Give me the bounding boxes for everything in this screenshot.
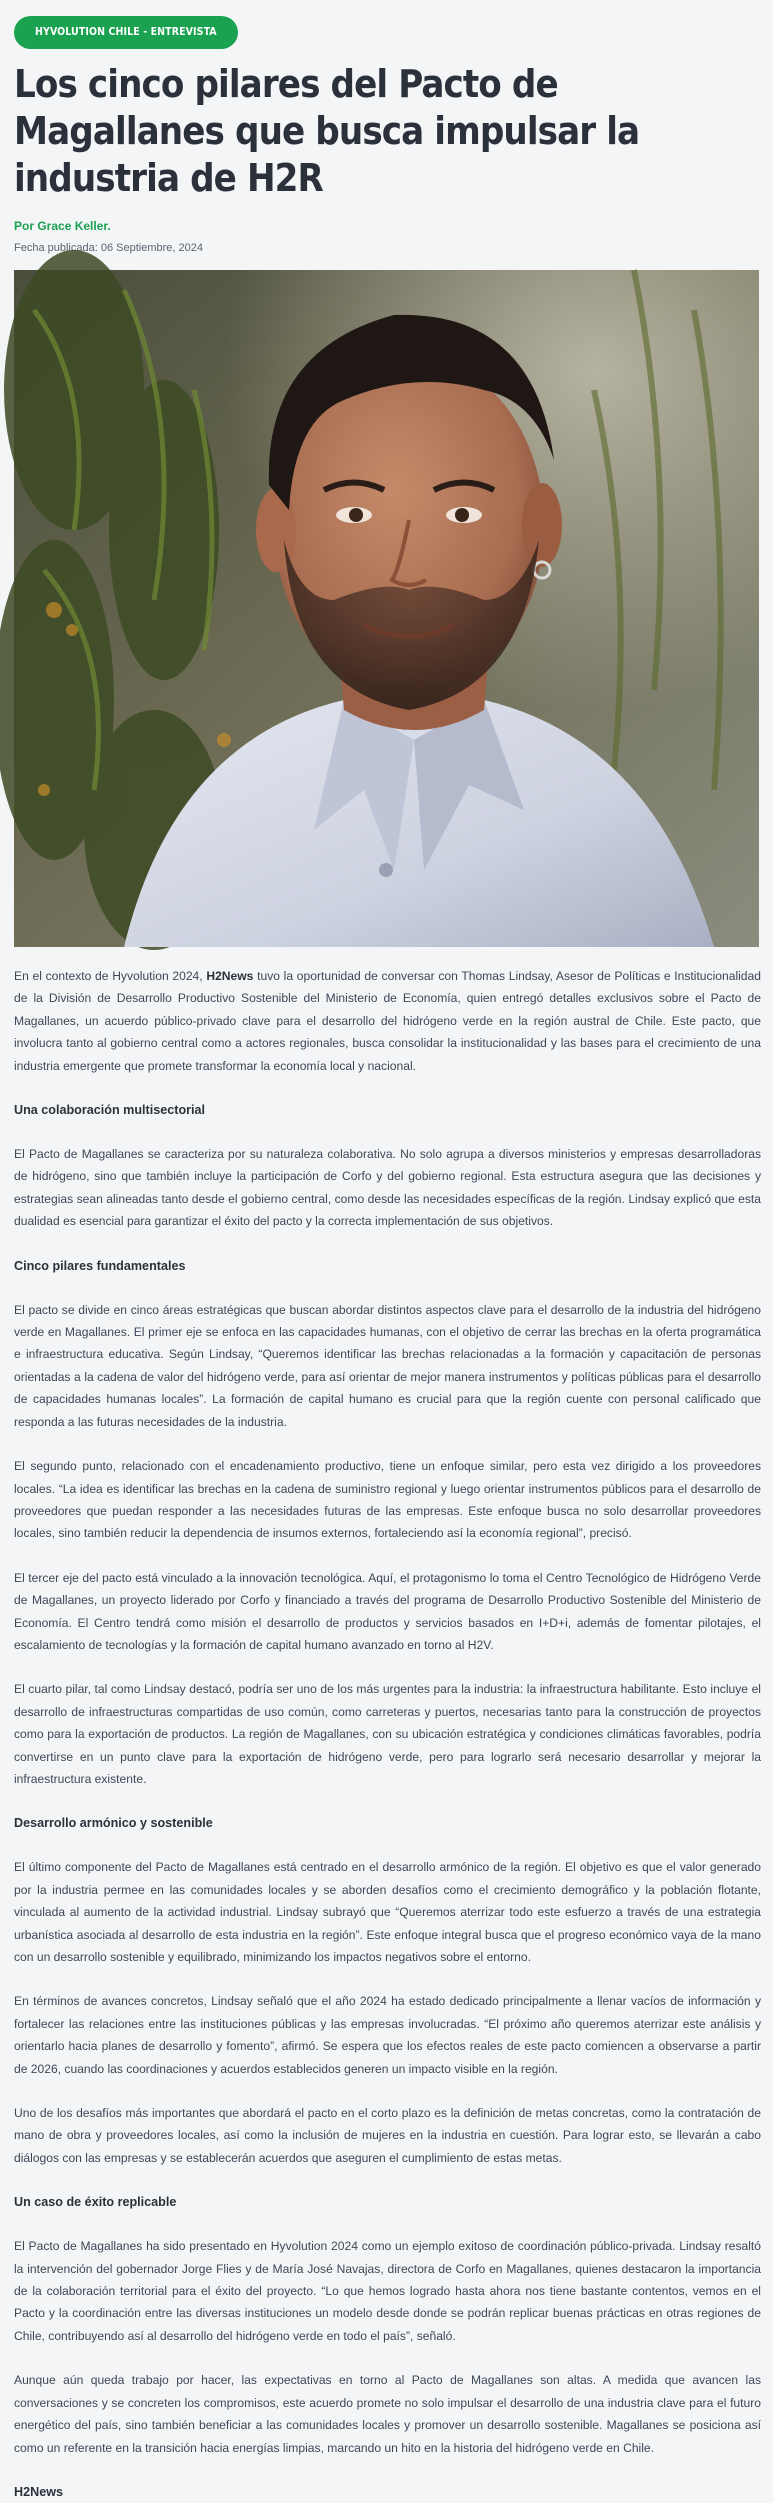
section-heading: Desarrollo armónico y sostenible <box>14 1816 213 1831</box>
byline <box>14 219 759 233</box>
brand-name: H2News <box>206 969 254 983</box>
paragraph: El segundo punto, relacionado con el encadenamiento productivo, tiene un enfoque similar, pero esta vez dirigido a los proveedores locales. “La idea es identificar las brechas en la cadena de suministro regional y luego orientar instrumentos públicos para el desarrollo de proveedores que puedan responder a las necesidades futuras de las empresas. Este enfoque busca no solo desarrollar proveedores locales, sino también reducir la dependencia de insumos externos, fortaleciendo así la economía regional”, precisó. <box>14 1459 761 1541</box>
article-title: Los cinco pilares del Pacto de Magallanes que busca impulsar la industria de H2R <box>14 62 640 200</box>
paragraph: Uno de los desafíos más importantes que abordará el pacto en el corto plazo es la definición de metas concretas, como la contratación de mano de obra y proveedores locales, así como la inclusión de mujeres en la industria en cuestión. Para lograr esto, se llevarán a cabo diálogos con las empresas y se establecerán acuerdos que aseguren el cumplimiento de estas metas. <box>14 2106 761 2165</box>
paragraph: El último componente del Pacto de Magallanes está centrado en el desarrollo armónico de la región. El objetivo es que el valor generado por la industria permee en las comunidades locales y se aborden desafíos como el crecimiento demográfico y la población flotante, vinculada al aumento de la actividad industrial. Lindsay subrayó que “Queremos aterrizar todo este esfuerzo a través de una estrategia urbanística asociada al desarrollo de esta industria en la región”. Este enfoque integral busca que el progreso económico vaya de la mano con un desarrollo sostenible y equilibrado, minimizando los impactos negativos sobre el entorno. <box>14 1860 761 1964</box>
section-heading: Un caso de éxito replicable <box>14 2195 177 2210</box>
paragraph: El Pacto de Magallanes se caracteriza por su naturaleza colaborativa. No solo agrupa a diversos ministerios y empresas desarrolladoras de hidrógeno, sino que también incluye la participación de Corfo y del gobierno regional. Esta estructura asegura que las decisiones y estrategias sean alineadas tanto desde el gobierno central, como desde las necesidades específicas de la región. Lindsay explicó que esta dualidad es esencial para garantizar el éxito del pacto y la correcta implementación de sus objetivos. <box>14 1147 761 1229</box>
publication-date <box>14 242 759 254</box>
paragraph: El Pacto de Magallanes ha sido presentado en Hyvolution 2024 como un ejemplo exitoso de coordinación público-privada. Lindsay resaltó la intervención del gobernador Jorge Flies y de María José Navajas, directora de Corfo en Magallanes, quienes destacaron la importancia de la colaboración territorial para el éxito del proyecto. “Lo que hemos logrado hasta ahora nos tiene bastante contentos, vemos en el Pacto y la coordinación entre las diversas instituciones un modelo desde donde se podrán replicar buenas prácticas en otras regiones de Chile, contribuyendo así al desarrollo del hidrógeno verde en todo el país”, señaló. <box>14 2239 761 2343</box>
byline-prefix: Por <box>14 219 38 233</box>
paragraph: En términos de avances concretos, Lindsay señaló que el año 2024 ha estado dedicado principalmente a llenar vacíos de información y fortalecer las relaciones entre las instituciones públicas y las empresas involucradas. “El próximo año queremos aterrizar este análisis y orientarlo hacia planes de desarrollo y fomento”, afirmó. Se espera que los efectos reales de este pacto comiencen a observarse a partir de 2026, cuando las coordinaciones y acuerdos establecidos generen un impacto visible en la región. <box>14 1994 761 2076</box>
author-link[interactable]: Grace Keller. <box>37 219 111 233</box>
category-tag[interactable]: HYVOLUTION CHILE - ENTREVISTA <box>14 16 238 49</box>
paragraph: El tercer eje del pacto está vinculado a la innovación tecnológica. Aquí, el protagonismo lo toma el Centro Tecnológico de Hidrógeno Verde de Magallanes, un proyecto liderado por Corfo y financiado a través del programa de Desarrollo Productivo Sostenible del Ministerio de Economía. El Centro tendrá como misión el desarrollo de productos y servicios basados en I+D+i, además de fomentar pilotajes, el escalamiento de tecnologías y la formación de capital humano avanzado en torno al H2V. <box>14 1570 761 1652</box>
section-heading: Cinco pilares fundamentales <box>14 1258 186 1273</box>
paragraph-text: tuvo la oportunidad de conversar con Thomas Lindsay, Asesor de Políticas e Institucionalidad de la División de Desarrollo Productivo Sostenible del Ministerio de Economía, quien entregó detalles exclusivos sobre el Pacto de Magallanes, un acuerdo público-privado clave para el desarrollo del hidrógeno verde en la región austral de Chile. Este pacto, que involucra tanto al gobierno central como a actores regionales, busca consolidar la institucionalidad y las bases para el crecimiento de una industria emergente que promete transformar la economía local y nacional. <box>14 969 761 1073</box>
paragraph: Aunque aún queda trabajo por hacer, las expectativas en torno al Pacto de Magallanes son altas. A medida que avancen las conversaciones y se concreten los compromisos, este acuerdo promete no solo impulsar el desarrollo de una industria clave para el futuro energético del país, sino también beneficiar a las comunidades locales y promover un desarrollo sostenible. Magallanes se posiciona así como un referente en la transición hacia energías limpias, marcando un hito en la historia del hidrógeno verde en Chile. <box>14 2373 761 2455</box>
hero-image <box>14 270 759 947</box>
paragraph <box>14 965 761 1077</box>
paragraph: El pacto se divide en cinco áreas estratégicas que buscan abordar distintos aspectos clave para el desarrollo de la industria del hidrógeno verde en Magallanes. El primer eje se enfoca en las capacidades humanas, con el objetivo de cerrar las brechas en la oferta programática e infraestructura educativa. Según Lindsay, “Queremos identificar las brechas relacionadas a la formación y capacitación de personas orientadas a la cadena de valor del hidrógeno verde, para así orientar de mejor manera instrumentos y políticas públicas para el desarrollo de capacidades humanas locales”. La formación de capital humano es crucial para que la región cuente con personal calificado que responda a las futuras necesidades de la industria. <box>14 1302 761 1429</box>
date-value: 06 Septiembre, 2024 <box>100 242 203 254</box>
date-label: Fecha publicada: <box>14 242 101 254</box>
article-signoff: H2News <box>14 2484 63 2499</box>
article-body <box>14 965 761 2503</box>
portrait-photo-icon <box>14 270 759 947</box>
paragraph-text: En el contexto de Hyvolution 2024, <box>14 969 207 983</box>
section-heading: Una colaboración multisectorial <box>14 1103 206 1118</box>
paragraph: El cuarto pilar, tal como Lindsay destacó, podría ser uno de los más urgentes para la industria: la infraestructura habilitante. Esto incluye el desarrollo de infraestructuras compartidas de uso común, como carreteras y puertos, necesarias tanto para la construcción de proyectos como para la exportación de productos. La región de Magallanes, con su ubicación estratégica y condiciones climáticas favorables, podría convertirse en un punto clave para la exportación de hidrógeno verde, pero para lograrlo será necesario desarrollar y mejorar la infraestructura existente. <box>14 1682 761 1786</box>
